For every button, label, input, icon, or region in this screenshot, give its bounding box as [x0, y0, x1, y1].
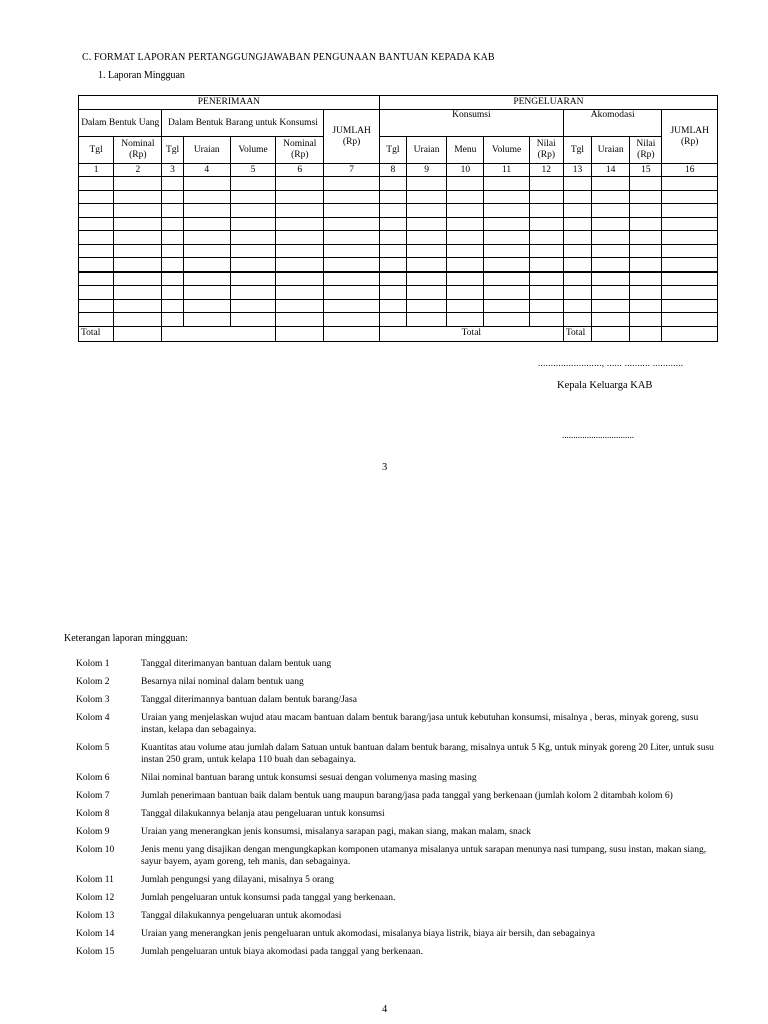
table-row: [79, 272, 718, 286]
note-label: Kolom 9: [76, 827, 110, 837]
table-cell: [662, 217, 718, 231]
table-cell: [529, 286, 563, 300]
table-cell: [592, 313, 630, 327]
note-label: Kolom 5: [76, 743, 110, 753]
note-text: Tanggal dilakukannya pengeluaran untuk akomodasi: [141, 911, 342, 921]
note-text: Uraian yang menjelaskan wujud atau macam bantuan dalam bentuk barang/jasa untuk kebutuhan konsumsi, misalnya , beras, minyak goreng, susu instan, kelapa dan sebagainya.: [141, 713, 699, 735]
note-label: Kolom 14: [76, 929, 115, 939]
table-cell: [447, 231, 484, 245]
note-item: [76, 808, 716, 820]
table-cell: [630, 177, 662, 191]
table-cell: [324, 299, 379, 313]
table-cell: [406, 244, 446, 258]
table-cell: [630, 272, 662, 286]
table-cell: [447, 286, 484, 300]
table-cell: [114, 217, 162, 231]
table-cell: [406, 258, 446, 272]
table-cell: [79, 258, 114, 272]
table-cell: [592, 258, 630, 272]
note-text: Uraian yang menerangkan jenis konsumsi, misalanya sarapan pagi, makan siang, makan malam, snack: [141, 827, 531, 837]
table-cell: [183, 190, 230, 204]
table-cell: [630, 286, 662, 300]
table-cell: [379, 272, 406, 286]
table-cell: [529, 299, 563, 313]
table-cell: [563, 272, 591, 286]
table-cell: [563, 286, 591, 300]
header-pengeluaran: PENGELUARAN: [379, 96, 717, 110]
table-cell: [324, 326, 379, 341]
note-label: Kolom 3: [76, 695, 110, 705]
note-label: Kolom 6: [76, 773, 110, 783]
table-cell: [162, 177, 183, 191]
table-cell: [162, 204, 183, 218]
table-cell: [563, 190, 591, 204]
table-cell: [230, 244, 275, 258]
table-cell: [162, 326, 276, 341]
note-item: [76, 844, 716, 868]
table-cell: [114, 204, 162, 218]
table-cell: [230, 258, 275, 272]
table-row: [79, 313, 718, 327]
table-cell: [447, 204, 484, 218]
table-cell: [276, 190, 324, 204]
table-cell: [324, 272, 379, 286]
table-cell: [379, 286, 406, 300]
table-cell: [447, 313, 484, 327]
column-number: 8: [379, 164, 406, 177]
col-header-nilai: Nilai (Rp): [630, 137, 662, 164]
table-cell: [162, 286, 183, 300]
notes-title: Keterangan laporan mingguan:: [64, 633, 188, 644]
note-item: [76, 742, 716, 766]
table-cell: [276, 286, 324, 300]
header-akomodasi: Akomodasi: [563, 110, 662, 137]
table-cell: [592, 231, 630, 245]
column-number: 10: [447, 164, 484, 177]
table-cell: [379, 177, 406, 191]
table-cell: [484, 217, 529, 231]
note-text: Besarnya nilai nominal dalam bentuk uang: [141, 677, 304, 687]
table-cell: [529, 177, 563, 191]
column-number: 15: [630, 164, 662, 177]
table-cell: [183, 244, 230, 258]
table-cell: [114, 177, 162, 191]
header-dalam-bentuk-uang: Dalam Bentuk Uang: [79, 110, 162, 137]
table-cell: [563, 244, 591, 258]
table-cell: [563, 204, 591, 218]
note-text: Tanggal dilakukannya belanja atau pengeluaran untuk konsumsi: [141, 809, 385, 819]
table-cell: [230, 231, 275, 245]
table-cell: [379, 313, 406, 327]
table-cell: [183, 272, 230, 286]
table-cell: [529, 217, 563, 231]
table-cell: [563, 177, 591, 191]
table-cell: [447, 272, 484, 286]
note-label: Kolom 4: [76, 713, 110, 723]
note-text: Kuantitas atau volume atau jumlah dalam Satuan untuk bantuan dalam bentuk barang, misalnya untuk 5 Kg, untuk minyak goreng 20 Liter, untuk susu instan 250 gram, untuk kelapa 110 buah dan sebagainya.: [141, 743, 714, 765]
table-cell: [114, 258, 162, 272]
table-cell: [529, 272, 563, 286]
table-cell: [484, 244, 529, 258]
table-cell: [630, 217, 662, 231]
table-cell: [162, 231, 183, 245]
note-label: Kolom 13: [76, 911, 115, 921]
table-cell: [484, 313, 529, 327]
col-header-uraian: Uraian: [183, 137, 230, 164]
table-cell: [79, 244, 114, 258]
col-header-tgl: Tgl: [379, 137, 406, 164]
note-item: [76, 772, 716, 784]
column-number: 2: [114, 164, 162, 177]
table-cell: [230, 204, 275, 218]
note-text: Uraian yang menerangkan jenis pengeluaran untuk akomodasi, misalanya biaya listrik, biaya air bersih, dan sebagainya: [141, 929, 596, 939]
table-cell: [324, 286, 379, 300]
table-cell: [484, 231, 529, 245]
table-cell: [630, 190, 662, 204]
column-number: 4: [183, 164, 230, 177]
table-cell: [592, 299, 630, 313]
note-label: Kolom 8: [76, 809, 110, 819]
note-text: Jumlah penerimaan bantuan baik dalam bentuk uang maupun barang/jasa pada tanggal yang berkenaan (jumlah kolom 2 ditambah kolom 6): [141, 791, 673, 801]
col-header-menu: Menu: [447, 137, 484, 164]
table-row: [79, 299, 718, 313]
table-cell: [79, 299, 114, 313]
col-header-uraian: Uraian: [592, 137, 630, 164]
column-number: 6: [276, 164, 324, 177]
table-cell: [183, 258, 230, 272]
table-cell: [379, 204, 406, 218]
table-cell: [114, 244, 162, 258]
total-label-konsumsi: Total: [379, 326, 563, 341]
table-cell: [79, 231, 114, 245]
table-cell: [324, 231, 379, 245]
signature-place-date: ........................., ...... .......... ............: [538, 358, 684, 368]
table-cell: [79, 204, 114, 218]
table-cell: [379, 217, 406, 231]
table-cell: [662, 286, 718, 300]
note-text: Jumlah pengeluaran untuk konsumsi pada tanggal yang berkenaan.: [141, 893, 396, 903]
table-cell: [79, 217, 114, 231]
table-cell: [630, 231, 662, 245]
table-cell: [406, 286, 446, 300]
header-penerimaan: PENERIMAAN: [79, 96, 380, 110]
table-cell: [484, 190, 529, 204]
col-header-tgl: Tgl: [563, 137, 591, 164]
table-cell: [592, 204, 630, 218]
table-cell: [114, 190, 162, 204]
signature-role: Kepala Keluarga KAB: [557, 380, 653, 391]
column-number: 16: [662, 164, 718, 177]
table-cell: [230, 299, 275, 313]
table-cell: [529, 204, 563, 218]
table-cell: [183, 313, 230, 327]
note-text: Nilai nominal bantuan barang untuk konsumsi sesuai dengan volumenya masing masing: [141, 773, 477, 783]
table-cell: [114, 313, 162, 327]
table-cell: [484, 286, 529, 300]
page-number: 3: [382, 462, 388, 473]
column-number: 9: [406, 164, 446, 177]
table-cell: [162, 190, 183, 204]
column-number: 5: [230, 164, 275, 177]
note-text: Tanggal diterimanyan bantuan dalam bentuk uang: [141, 659, 332, 669]
table-cell: [230, 313, 275, 327]
note-item: [76, 676, 716, 688]
note-label: Kolom 15: [76, 947, 115, 957]
table-cell: [484, 177, 529, 191]
column-number: 1: [79, 164, 114, 177]
column-number: 11: [484, 164, 529, 177]
table-cell: [276, 313, 324, 327]
total-label-penerimaan: Total: [79, 326, 114, 341]
table-cell: [592, 286, 630, 300]
note-label: Kolom 11: [76, 875, 114, 885]
table-cell: [630, 258, 662, 272]
note-label: Kolom 12: [76, 893, 115, 903]
column-number: 7: [324, 164, 379, 177]
table-cell: [230, 190, 275, 204]
weekly-report-table: [78, 95, 718, 342]
table-cell: [379, 258, 406, 272]
table-cell: [447, 244, 484, 258]
col-header-volume: Volume: [230, 137, 275, 164]
table-cell: [662, 231, 718, 245]
table-cell: [324, 217, 379, 231]
table-cell: [484, 299, 529, 313]
table-cell: [114, 299, 162, 313]
col-header-tgl: Tgl: [79, 137, 114, 164]
table-cell: [529, 190, 563, 204]
table-cell: [406, 217, 446, 231]
note-item: [76, 910, 716, 922]
table-cell: [114, 286, 162, 300]
table-cell: [662, 258, 718, 272]
col-header-tgl: Tgl: [162, 137, 183, 164]
table-cell: [379, 190, 406, 204]
table-cell: [529, 258, 563, 272]
table-cell: [563, 299, 591, 313]
table-cell: [276, 177, 324, 191]
table-cell: [529, 231, 563, 245]
table-cell: [183, 217, 230, 231]
table-cell: [529, 313, 563, 327]
table-cell: [183, 286, 230, 300]
note-text: Jumlah pengungsi yang dilayani, misalnya 5 orang: [141, 875, 334, 885]
table-cell: [230, 177, 275, 191]
col-header-volume: Volume: [484, 137, 529, 164]
table-cell: [563, 217, 591, 231]
table-cell: [324, 204, 379, 218]
table-row: [79, 244, 718, 258]
table-cell: [592, 217, 630, 231]
note-item: [76, 892, 716, 904]
table-cell: [183, 299, 230, 313]
table-cell: [662, 190, 718, 204]
column-number: 12: [529, 164, 563, 177]
table-cell: [183, 177, 230, 191]
table-row: [79, 204, 718, 218]
table-cell: [276, 326, 324, 341]
table-cell: [162, 272, 183, 286]
column-number: 3: [162, 164, 183, 177]
table-row: [79, 258, 718, 272]
header-jumlah-pengeluaran: JUMLAH (Rp): [662, 110, 718, 164]
table-cell: [324, 190, 379, 204]
table-cell: [162, 313, 183, 327]
table-cell: [592, 326, 630, 341]
table-cell: [662, 313, 718, 327]
table-cell: [563, 258, 591, 272]
table-cell: [276, 258, 324, 272]
table-cell: [230, 217, 275, 231]
note-item: [76, 790, 716, 802]
table-cell: [484, 258, 529, 272]
table-cell: [447, 299, 484, 313]
col-header-nominal: Nominal (Rp): [276, 137, 324, 164]
table-cell: [592, 177, 630, 191]
note-item: [76, 928, 716, 940]
section-title: C. FORMAT LAPORAN PERTANGGUNGJAWABAN PENGUNAAN BANTUAN KEPADA KAB: [82, 52, 495, 63]
note-text: Jenis menu yang disajikan dengan mengungkapkan komponen utamanya misalanya untuk sarapan menunya nasi tumpang, susu instan, makan siang, sayur bayem, ayam goreng, teh manis, dan sebagainya.: [141, 845, 707, 867]
header-konsumsi: Konsumsi: [379, 110, 563, 137]
table-cell: [630, 204, 662, 218]
table-cell: [276, 231, 324, 245]
col-header-nominal: Nominal (Rp): [114, 137, 162, 164]
table-row: [79, 231, 718, 245]
table-cell: [379, 231, 406, 245]
table-cell: [79, 177, 114, 191]
table-cell: [630, 299, 662, 313]
table-cell: [79, 313, 114, 327]
note-item: [76, 874, 716, 886]
subsection-title: 1. Laporan Mingguan: [98, 70, 185, 81]
table-cell: [406, 313, 446, 327]
col-header-nilai: Nilai (Rp): [529, 137, 563, 164]
table-cell: [79, 286, 114, 300]
table-cell: [662, 326, 718, 341]
table-cell: [230, 272, 275, 286]
table-cell: [662, 244, 718, 258]
table-row: [79, 217, 718, 231]
table-cell: [447, 217, 484, 231]
note-item: [76, 694, 716, 706]
table-cell: [379, 244, 406, 258]
note-item: [76, 658, 716, 670]
table-cell: [114, 272, 162, 286]
table-cell: [662, 299, 718, 313]
table-cell: [162, 217, 183, 231]
table-cell: [276, 299, 324, 313]
table-cell: [276, 272, 324, 286]
table-cell: [162, 258, 183, 272]
table-cell: [162, 299, 183, 313]
note-label: Kolom 2: [76, 677, 110, 687]
table-cell: [114, 231, 162, 245]
table-cell: [592, 244, 630, 258]
table-cell: [662, 177, 718, 191]
notes-list: [76, 658, 716, 964]
note-label: Kolom 1: [76, 659, 110, 669]
col-header-uraian: Uraian: [406, 137, 446, 164]
table-cell: [447, 190, 484, 204]
table-cell: [447, 177, 484, 191]
table-cell: [114, 326, 162, 341]
table-row: [79, 286, 718, 300]
table-cell: [662, 204, 718, 218]
table-cell: [630, 313, 662, 327]
table-cell: [162, 244, 183, 258]
table-cell: [662, 272, 718, 286]
signature-name-line: ................................: [562, 430, 634, 440]
table-cell: [406, 204, 446, 218]
note-item: [76, 946, 716, 958]
header-dalam-bentuk-barang: Dalam Bentuk Barang untuk Konsumsi: [162, 110, 324, 137]
note-item: [76, 712, 716, 736]
table-cell: [406, 190, 446, 204]
note-item: [76, 826, 716, 838]
table-cell: [79, 190, 114, 204]
table-cell: [529, 244, 563, 258]
table-cell: [324, 313, 379, 327]
note-label: Kolom 7: [76, 791, 110, 801]
page-number: 4: [382, 1004, 388, 1015]
table-cell: [406, 177, 446, 191]
table-cell: [447, 258, 484, 272]
table-cell: [324, 244, 379, 258]
table-cell: [484, 272, 529, 286]
table-row: [79, 177, 718, 191]
table-cell: [183, 231, 230, 245]
column-number: 14: [592, 164, 630, 177]
table-cell: [230, 286, 275, 300]
table-cell: [406, 299, 446, 313]
note-text: Tanggal diterimannya bantuan dalam bentuk barang/Jasa: [141, 695, 357, 705]
table-cell: [324, 258, 379, 272]
table-cell: [406, 231, 446, 245]
table-cell: [563, 313, 591, 327]
table-cell: [630, 326, 662, 341]
table-cell: [276, 244, 324, 258]
table-cell: [79, 272, 114, 286]
table-cell: [324, 177, 379, 191]
table-cell: [406, 272, 446, 286]
total-label-akomodasi: Total: [563, 326, 591, 341]
note-text: Jumlah pengeluaran untuk biaya akomodasi pada tanggal yang berkenaan.: [141, 947, 423, 957]
column-number: 13: [563, 164, 591, 177]
table-cell: [563, 231, 591, 245]
table-row: [79, 190, 718, 204]
table-cell: [276, 204, 324, 218]
table-cell: [379, 299, 406, 313]
table-cell: [630, 244, 662, 258]
header-jumlah-penerimaan: JUMLAH (Rp): [324, 110, 379, 164]
table-cell: [276, 217, 324, 231]
table-cell: [592, 272, 630, 286]
table-cell: [592, 190, 630, 204]
table-cell: [484, 204, 529, 218]
table-cell: [183, 204, 230, 218]
note-label: Kolom 10: [76, 845, 115, 855]
